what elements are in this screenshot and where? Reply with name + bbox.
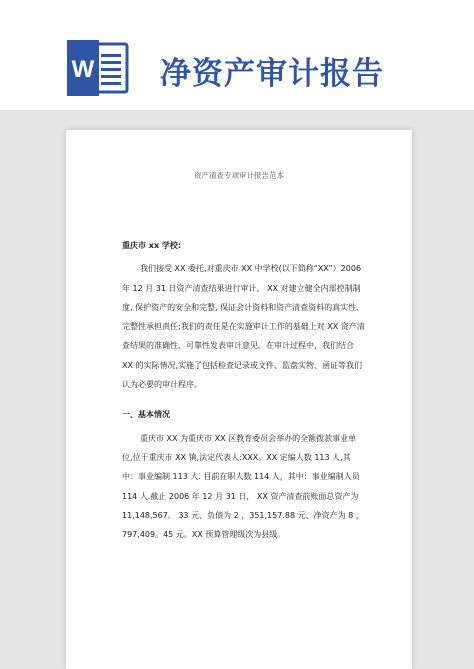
section-heading: 一、基本情况 [122,410,170,420]
banner-title: 净资产审计报告 [160,56,384,92]
addressee: 重庆市 xx 学校: [122,241,182,250]
logo-letter: W [71,56,95,83]
paragraph-1: 我们接受 XX 委托,对重庆市 XX 中学校(以下简称“XX”）2006 年 12 月 31 日资产清查结果进行审计。 XX 对建立健全内部控制制度, 保护资产的安全和完整, 保证会计资料和资产清查资料的真实性、完整性承担责任;我们的责任是在实施审计工作的基础上对 XX 资产清查结果的准确性、可靠性发表审计意见。在审计过程中，我们结合 XX 的实际情况,实施了包括检查记录或文件、监盘实物、函证等我们认为必要的审计程序。 [122,264,365,390]
banner [0,0,474,110]
paragraph-2: 重庆市 XX 为重庆市 XX 区教育委员会举办的全额拨款事业单位,位于重庆市 XX 镇,法定代表人:XXX。XX 定编人数 113 人,其中：事业编制 113 人. 目前在职人数 114 人，其中：事业编制人员 114 人.截止 2006 年 12 月 31 日， XX 资产清查前账面总资产为 11,148,567。 33 元、负债为 2 ，351,157.88 元、净资产为 8 ，797,409。45 元。XX 预算管理级次为县级。 [122,433,364,540]
document-page [66,130,412,669]
document-title: 资产清查专项审计报告范本 [194,171,284,180]
word-document-icon [67,40,129,96]
document-body [122,236,366,544]
